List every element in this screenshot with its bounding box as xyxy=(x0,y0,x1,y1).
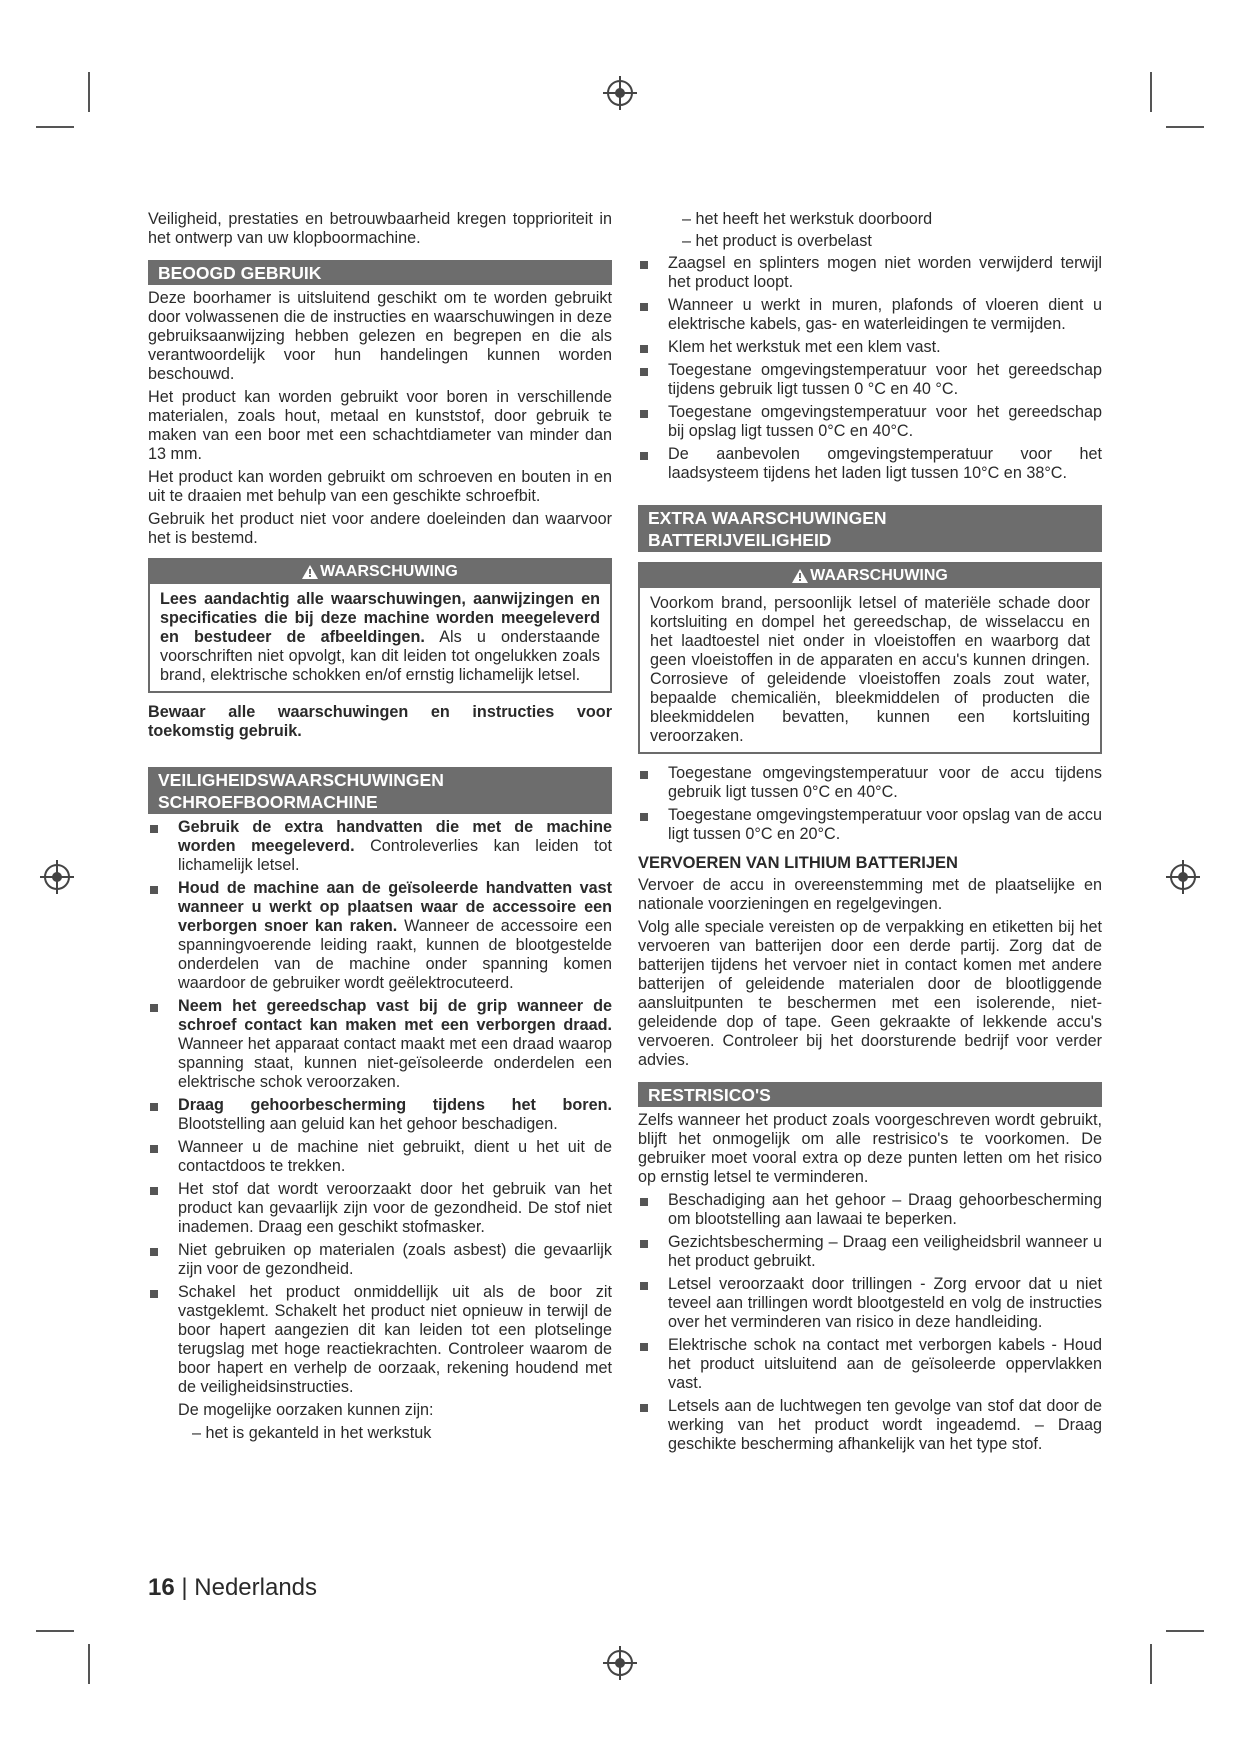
section-heading-battery xyxy=(638,505,1102,552)
list-item: Zaagsel en splinters mogen niet worden verwijderd terwijl het product loopt. xyxy=(638,254,1102,292)
paragraph: Het product kan worden gebruikt voor boren in verschillende materialen, zoals hout, metaal en kunststof, door gebruik te maken van een boor met een schachtdiameter van minder dan 13 mm. xyxy=(148,388,612,463)
footer-language: Nederlands xyxy=(194,1574,318,1601)
item-text: Wanneer de accessoire een spanningvoerende leiding raakt, kunnen de blootgestelde onderdelen van de machine onder spanning komen waardoor de gebruiker wordt geëlektrocuteerd. xyxy=(178,917,612,992)
list-item xyxy=(148,1096,612,1134)
battery-list xyxy=(638,764,1102,844)
warning-body xyxy=(640,588,1100,752)
crop-mark xyxy=(1166,1630,1204,1632)
warning-box xyxy=(148,558,612,693)
item-text: Blootstelling aan geluid kan het gehoor beschadigen. xyxy=(178,1115,558,1133)
crop-mark xyxy=(1150,1644,1152,1684)
list-item: Toegestane omgevingstemperatuur voor het gereedschap tijdens gebruik ligt tussen 0 °C en 40 °C. xyxy=(638,361,1102,399)
list-item: Klem het werkstuk met een klem vast. xyxy=(638,338,1102,357)
item-text: Wanneer het apparaat contact maakt met een draad waarop spanning staat, kunnen niet-geïsoleerde onderdelen een elektrische schok veroorzaken. xyxy=(178,1035,612,1091)
list-item: Elektrische schok na contact met verborgen kabels - Houd het product uitsluitend aan de geïsoleerde oppervlakken vast. xyxy=(638,1336,1102,1393)
list-item: De aanbevolen omgevingstemperatuur voor het laadsysteem tijdens het laden ligt tussen 10°C en 38°C. xyxy=(638,445,1102,483)
paragraph: Het product kan worden gebruikt om schroeven en bouten in en uit te draaien met behulp van een geschikte schroefbit. xyxy=(148,468,612,505)
crop-mark xyxy=(88,1644,90,1684)
registration-mark-icon xyxy=(1170,864,1196,890)
paragraph: Vervoer de accu in overeenstemming met de plaatselijke en nationale voorzieningen en regelgevingen. xyxy=(638,876,1102,913)
item-text: Niet gebruiken op materialen (zoals asbest) die gevaarlijk zijn voor de gezondheid. xyxy=(178,1241,612,1278)
item-text: Controleverlies kan leiden tot lichamelijk letsel. xyxy=(178,837,612,874)
warning-triangle-icon xyxy=(302,565,318,579)
list-item: Toegestane omgevingstemperatuur voor het gereedschap bij opslag ligt tussen 0°C en 40°C. xyxy=(638,403,1102,441)
paragraph: Volg alle speciale vereisten op de verpakking en etiketten bij het vervoeren van batterijen door een derde partij. Zorg dat de batterijen tijdens het vervoer niet in contact komen met andere batterijen of geleidende materialen door de blootliggende aansluitpunten te beschermen met een isolerende, niet-geleidende dop of tape. Geen gekraakte of lekkende accu's vervoeren. Controleer bij het doorsturende bedrijf voor verder advies. xyxy=(638,918,1102,1069)
crop-mark xyxy=(1150,72,1152,112)
section-heading-safety xyxy=(148,767,612,814)
warning-triangle-icon xyxy=(792,569,808,583)
list-item xyxy=(148,997,612,1092)
list-item: Wanneer u werkt in muren, plafonds of vloeren dient u elektrische kabels, gas- en waterleidingen te vermijden. xyxy=(638,296,1102,334)
item-text: Het stof dat wordt veroorzaakt door het gebruik van het product kan gevaarlijk zijn voor de gezondheid. De stof niet inademen. Draag een geschikt stofmasker. xyxy=(178,1180,612,1236)
cause-item: – het is gekanteld in het werkstuk xyxy=(192,1424,432,1442)
warning-text xyxy=(160,590,600,685)
warning-text: Voorkom brand, persoonlijk letsel of materiële schade door kortsluiting en dompel het gereedschap, de wisselaccu en het laadtoestel niet onder in vloeistoffen en waarborg dat geen vloeistoffen in de apparaten en accu's kunnen dringen. Corrosieve of geleidende vloeistoffen zoals zout water, bepaalde chemicaliën, bleekmiddelen of producten die bleekmiddelen bevatten, kunnen een kortsluiting veroorzaken. xyxy=(650,594,1090,745)
item-bold: Draag gehoorbescherming tijdens het boren. xyxy=(178,1096,612,1114)
registration-mark-icon xyxy=(44,864,70,890)
list-item xyxy=(148,1180,612,1237)
right-column xyxy=(638,210,1102,1458)
safety-list-continued xyxy=(638,254,1102,483)
intro-text: Veiligheid, prestaties en betrouwbaarheid kregen topprioriteit in het ontwerp van uw klopboormachine. xyxy=(148,210,612,247)
item-bold: Houd de machine aan de geïsoleerde handvatten vast wanneer u werkt op plaatsen waar de accessoire een verborgen snoer kan raken. xyxy=(178,879,612,935)
list-item: Letsel veroorzaakt door trillingen - Zorg ervoor dat u niet teveel aan trillingen wordt blootgesteld en volg de instructies over het verminderen van risico in deze handleiding. xyxy=(638,1275,1102,1332)
warning-body xyxy=(150,584,610,691)
paragraph: Gebruik het product niet voor andere doeleinden dan waarvoor het is bestemd. xyxy=(148,510,612,547)
list-item xyxy=(148,879,612,993)
left-column xyxy=(148,210,612,1446)
warning-box xyxy=(638,562,1102,754)
cause-item: – het product is overbelast xyxy=(682,232,872,250)
heading-line: VEILIGHEIDSWAARSCHUWINGEN xyxy=(158,770,444,790)
registration-mark-icon xyxy=(607,80,633,106)
warning-title xyxy=(150,560,610,584)
list-item xyxy=(148,1241,612,1279)
causes-intro: De mogelijke oorzaken kunnen zijn: xyxy=(178,1401,434,1419)
item-text: Schakel het product onmiddellijk uit als de boor zit vastgeklemt. Schakelt het product niet opnieuw in terwijl de boor hapert aangezien dit kan leiden tot een plotselinge terugslag met hoge reactiekrachten. Controleer waarom de boor hapert en verhelp de oorzaak, rekening houdend met de veiligheidsinstructies. xyxy=(178,1283,612,1396)
item-text: Wanneer u de machine niet gebruikt, dient u het uit de contactdoos te trekken. xyxy=(178,1138,612,1175)
paragraph: Deze boorhamer is uitsluitend geschikt om te worden gebruikt door volwassenen die de instructies en waarschuwingen in deze gebruiksaanwijzing hebben gelezen en begrepen en die als verantwoordelijk voor hun handelingen kunnen worden beschouwd. xyxy=(148,289,612,383)
warning-bold-text: Lees aandachtig alle waarschuwingen, aanwijzingen en specificaties die bij deze machine worden meegeleverd en bestudeer de afbeeldingen. xyxy=(160,590,600,646)
heading-line: EXTRA WAARSCHUWINGEN xyxy=(648,508,887,528)
list-item: Toegestane omgevingstemperatuur voor de accu tijdens gebruik ligt tussen 0°C en 40°C. xyxy=(638,764,1102,802)
warning-normal-text: Als u onderstaande voorschriften niet opvolgt, kan dit leiden tot ongelukken zoals brand, elektrische schokken en/of ernstig lichamelijk letsel. xyxy=(160,628,600,684)
item-bold: Gebruik de extra handvatten die met de machine worden meegeleverd. xyxy=(178,818,612,855)
keep-instructions-text: Bewaar alle waarschuwingen en instructies voor toekomstig gebruik. xyxy=(148,703,612,740)
list-item: Gezichtsbescherming – Draag een veiligheidsbril wanneer u het product gebruikt. xyxy=(638,1233,1102,1271)
crop-mark xyxy=(1166,126,1204,128)
heading-line: SCHROEFBOORMACHINE xyxy=(158,792,378,812)
list-item xyxy=(148,1283,612,1397)
cause-item: – het heeft het werkstuk doorboord xyxy=(682,210,933,228)
footer-separator: | xyxy=(181,1574,188,1601)
section-heading-residual-risks: RESTRISICO'S xyxy=(638,1082,1102,1107)
crop-mark xyxy=(36,1630,74,1632)
list-item: Letsels aan de luchtwegen ten gevolge van stof dat door de werking van het product wordt ingeademd. – Draag geschikte bescherming afhankelijk van het type stof. xyxy=(638,1397,1102,1454)
residual-risks-list xyxy=(638,1191,1102,1454)
subheading-transport: VERVOEREN VAN LITHIUM BATTERIJEN xyxy=(638,854,958,872)
warning-title-text: WAARSCHUWING xyxy=(810,567,948,584)
list-item xyxy=(148,818,612,875)
registration-mark-icon xyxy=(607,1650,633,1676)
page-number: 16 xyxy=(148,1574,175,1601)
item-bold: Neem het gereedschap vast bij de grip wanneer de schroef contact kan maken met een verborgen draad. xyxy=(178,997,612,1034)
paragraph: Zelfs wanneer het product zoals voorgeschreven wordt gebruikt, blijft het onmogelijk om alle restrisico's te voorkomen. De gebruiker moet vooral extra op deze punten letten om het risico op ernstig letsel te verminderen. xyxy=(638,1111,1102,1186)
keep-instructions xyxy=(148,703,612,741)
list-item: Toegestane omgevingstemperatuur voor opslag van de accu ligt tussen 0°C en 20°C. xyxy=(638,806,1102,844)
list-item xyxy=(148,1138,612,1176)
safety-list xyxy=(148,818,612,1397)
section-heading-intended-use: BEOOGD GEBRUIK xyxy=(148,260,612,285)
warning-title-text: WAARSCHUWING xyxy=(320,563,458,580)
heading-line: BATTERIJVEILIGHEID xyxy=(648,530,832,550)
warning-title xyxy=(640,564,1100,588)
crop-mark xyxy=(36,126,74,128)
crop-mark xyxy=(88,72,90,112)
list-item: Beschadiging aan het gehoor – Draag gehoorbescherming om blootstelling aan lawaai te beperken. xyxy=(638,1191,1102,1229)
page-footer xyxy=(148,1574,317,1602)
